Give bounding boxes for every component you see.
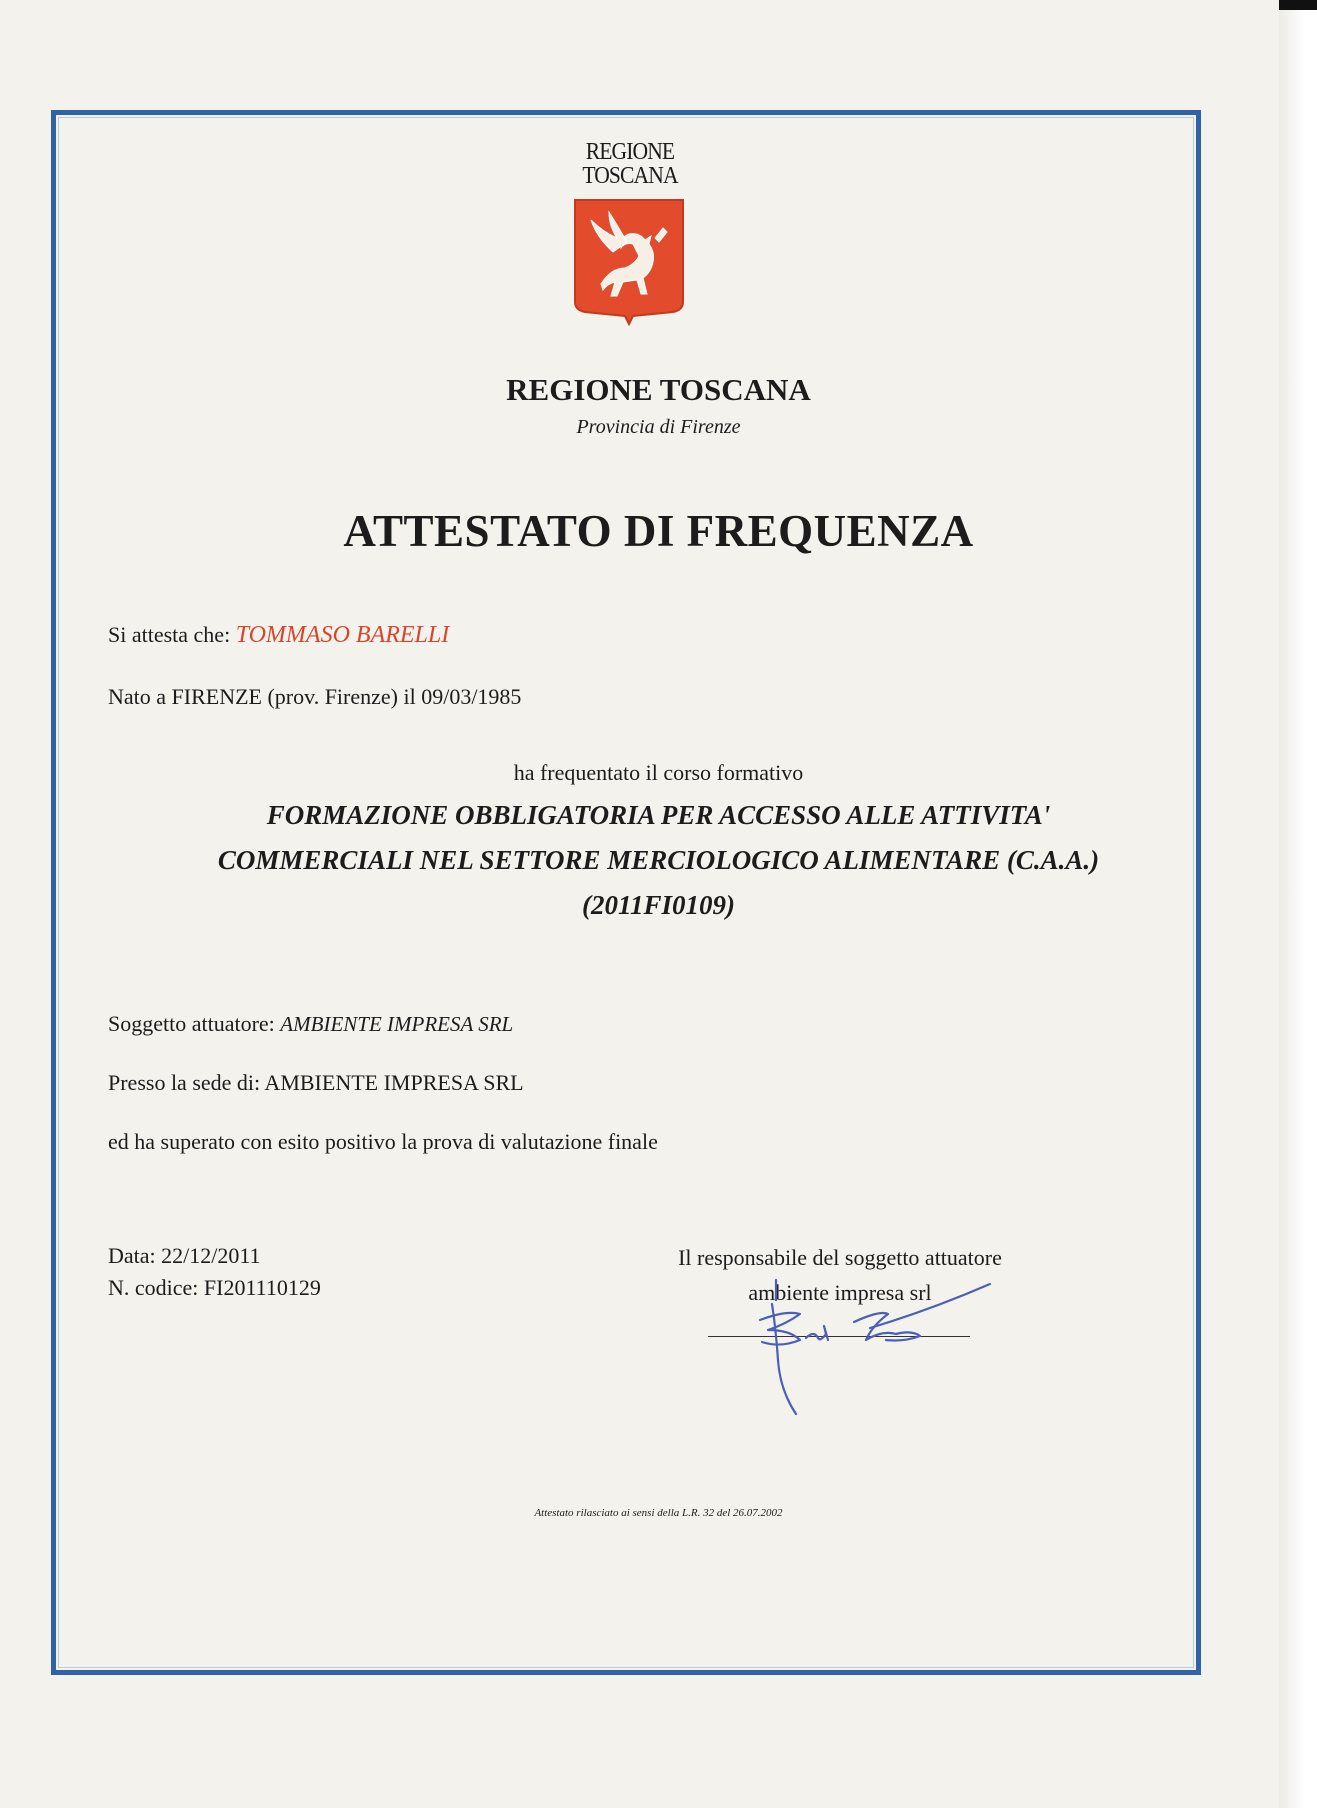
certificate-code: N. codice: FI201110129 — [108, 1275, 321, 1300]
scan-edge-shadow — [1279, 0, 1317, 10]
province: Provincia di Firenze — [576, 416, 741, 438]
course-intro: ha frequentato il corso formativo — [513, 760, 804, 785]
recipient-line — [108, 622, 449, 649]
exam-result: ed ha superato con esito positivo la prova di valutazione finale — [108, 1129, 658, 1154]
logo-text-line1: REGIONE — [585, 139, 675, 165]
training-location: Presso la sede di: AMBIENTE IMPRESA SRL — [108, 1070, 524, 1095]
region-logo-text — [572, 140, 689, 188]
document-title: ATTESTATO DI FREQUENZA — [343, 506, 974, 556]
handwritten-signature — [690, 1270, 1010, 1420]
issuing-authority: REGIONE TOSCANA — [506, 372, 811, 407]
provider-label: Soggetto attuatore: — [108, 1011, 275, 1036]
course-code: (2011FI0109) — [581, 890, 735, 920]
issue-date: Data: 22/12/2011 — [108, 1243, 261, 1268]
course-title-line2: COMMERCIALI NEL SETTORE MERCIOLOGICO ALIMENTARE (C.A.A.) — [217, 845, 1100, 875]
provider-line — [108, 1011, 513, 1037]
logo-text-line2: TOSCANA — [582, 163, 678, 189]
legal-reference: Attestato rilasciato ai sensi della L.R. 32 del 26.07.2002 — [534, 1507, 783, 1519]
signatory-role: Il responsabile del soggetto attuatore — [678, 1245, 1002, 1270]
pegasus-icon — [573, 198, 685, 326]
signatory-org: ambiente impresa srl — [748, 1280, 932, 1305]
course-title-line1: FORMAZIONE OBBLIGATORIA PER ACCESSO ALLE ATTIVITA' — [266, 800, 1051, 830]
birth-details: Nato a FIRENZE (prov. Firenze) il 09/03/1985 — [108, 684, 522, 709]
recipient-label: Si attesta che: — [108, 622, 231, 647]
recipient-name: TOMMASO BARELLI — [235, 622, 450, 648]
provider-name: AMBIENTE IMPRESA SRL — [280, 1012, 514, 1036]
